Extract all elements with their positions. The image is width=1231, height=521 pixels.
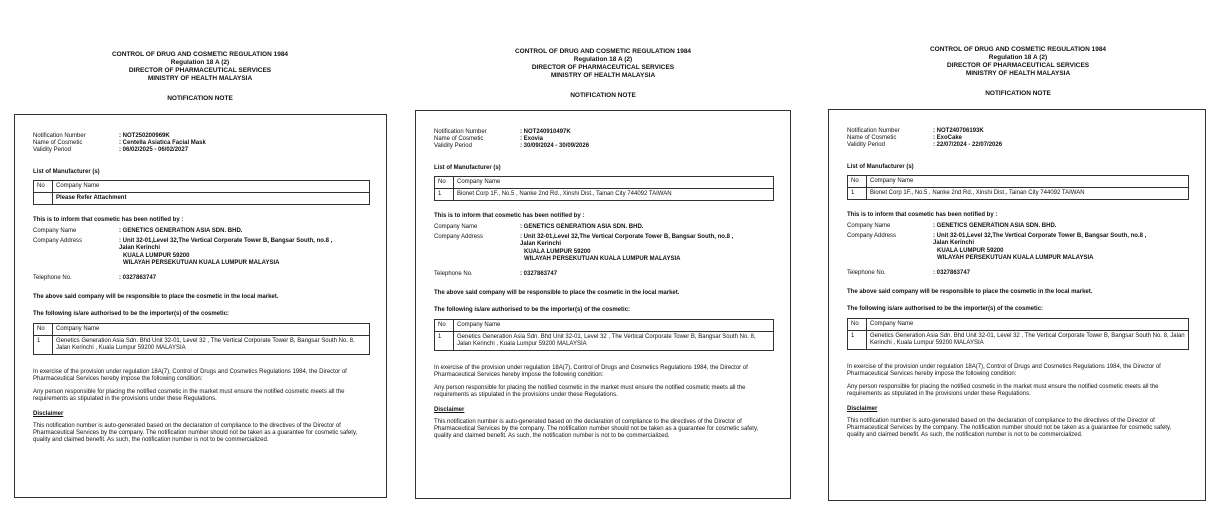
manufacturer-heading: List of Manufacturer (s) bbox=[33, 168, 100, 175]
label-name-of-cosmetic: Name of Cosmetic bbox=[847, 135, 897, 142]
col-company-header: Company Name bbox=[454, 176, 774, 188]
importer-no: 1 bbox=[34, 335, 53, 354]
inform-statement: This is to inform that cosmetic has been notified by : bbox=[847, 211, 998, 218]
label-company-address: Company Address bbox=[33, 238, 83, 245]
label-notification-number: Notification Number bbox=[434, 129, 487, 135]
address-line: : Unit 32-01,Level 32,The Vertical Corporate Tower B, Bangsar South, no.8 , bbox=[520, 234, 734, 241]
table-header-row bbox=[34, 180, 370, 192]
label-validity-period: Validity Period bbox=[33, 147, 71, 154]
header-line: Regulation 18 A (2) bbox=[170, 59, 230, 66]
label-name-of-cosmetic: Name of Cosmetic bbox=[434, 136, 484, 143]
col-company-header: Company Name bbox=[867, 318, 1189, 330]
address-line: WILAYAH PERSEKUTUAN KUALA LUMPUR MALAYSIA bbox=[937, 254, 1094, 261]
header-line: DIRECTOR OF PHARMACEUTICAL SERVICES bbox=[128, 67, 272, 74]
table-header-row bbox=[435, 176, 774, 188]
importer-table bbox=[33, 323, 370, 355]
notification-title: NOTIFICATION NOTE bbox=[985, 90, 1051, 97]
table-row bbox=[435, 188, 774, 200]
importer-table bbox=[847, 318, 1189, 350]
document-header bbox=[403, 48, 803, 80]
manufacturer-table bbox=[434, 176, 774, 201]
address-line: KUALA LUMPUR 59200 bbox=[937, 247, 1004, 254]
disclaimer-text: This notification number is auto-generated based on the declaration of compliance to the directives of the Director of Pharmaceutical Services by the company. The notification number should not be taken as a guarantee for cosmetic safety, quality and claimed benefit. As such, the notification number is not to be commercialized. bbox=[434, 418, 759, 440]
address-line: WILAYAH PERSEKUTUAN KUALA LUMPUR MALAYSIA bbox=[524, 255, 681, 262]
label-telephone: Telephone No. bbox=[434, 271, 473, 278]
notification-box-2 bbox=[415, 110, 791, 499]
notification-document-2 bbox=[403, 48, 803, 99]
col-no-header: No bbox=[34, 323, 53, 335]
document-header bbox=[818, 46, 1218, 78]
notification-number: : NOT250200969K bbox=[119, 133, 170, 139]
label-telephone: Telephone No. bbox=[847, 270, 886, 277]
header-line: DIRECTOR OF PHARMACEUTICAL SERVICES bbox=[946, 62, 1090, 69]
condition-paragraph: Any person responsible for placing the notified cosmetic in the market must ensure the notified cosmetic meets all the requirements as stipulated in the provisions under these Regulations. bbox=[847, 384, 1159, 398]
document-header bbox=[0, 51, 400, 83]
col-company-header: Company Name bbox=[53, 323, 370, 335]
validity-period: : 22/07/2024 - 22/07/2026 bbox=[933, 142, 1003, 149]
col-company-header: Company Name bbox=[53, 180, 370, 192]
header-line: CONTROL OF DRUG AND COSMETIC REGULATION 1984 bbox=[111, 51, 289, 58]
manufacturer-no: 1 bbox=[435, 188, 454, 200]
notification-document-3 bbox=[818, 46, 1218, 97]
table-header-row bbox=[848, 318, 1189, 330]
label-name-of-cosmetic: Name of Cosmetic bbox=[33, 140, 83, 147]
address-line: Jalan Kerinchi bbox=[520, 241, 562, 248]
address-line: KUALA LUMPUR 59200 bbox=[524, 248, 591, 255]
table-row bbox=[848, 330, 1189, 349]
address-line: : Unit 32-01,Level 32,The Vertical Corporate Tower B, Bangsar South, no.8 , bbox=[933, 233, 1147, 240]
header-line: Regulation 18 A (2) bbox=[573, 56, 633, 63]
label-company-address: Company Address bbox=[434, 234, 484, 241]
label-validity-period: Validity Period bbox=[434, 143, 472, 150]
header-line: MINISTRY OF HEALTH MALAYSIA bbox=[965, 70, 1071, 77]
company-address bbox=[520, 234, 733, 263]
label-company-address: Company Address bbox=[847, 233, 897, 240]
address-line: WILAYAH PERSEKUTUAN KUALA LUMPUR MALAYSIA bbox=[123, 259, 280, 266]
table-row bbox=[435, 331, 774, 350]
header-line: MINISTRY OF HEALTH MALAYSIA bbox=[550, 72, 656, 79]
cosmetic-name: : Exovia bbox=[520, 136, 544, 143]
manufacturer-name: Bionet Corp 1F., No.5 , Nanke 2nd Rd., Xinshi Dist., Tainan City 744092 TAIWAN bbox=[454, 188, 774, 200]
header-line: DIRECTOR OF PHARMACEUTICAL SERVICES bbox=[531, 64, 675, 71]
table-row bbox=[34, 335, 370, 354]
company-address bbox=[119, 238, 332, 267]
importer-table bbox=[434, 319, 774, 351]
responsible-statement: The above said company will be responsible to place the cosmetic in the local market. bbox=[434, 290, 680, 297]
exercise-paragraph: In exercise of the provision under regulation 18A(7), Control of Drugs and Cosmetics Regulations 1984, the Director of Pharmaceutical Services hereby impose the following condition: bbox=[33, 368, 347, 382]
notification-number: : NOT240706193K bbox=[933, 128, 984, 134]
header-line: CONTROL OF DRUG AND COSMETIC REGULATION 1984 bbox=[514, 48, 692, 55]
inform-statement: This is to inform that cosmetic has been notified by : bbox=[434, 212, 585, 219]
table-header-row bbox=[435, 319, 774, 331]
cosmetic-name: : ExoCake bbox=[933, 135, 963, 142]
label-company-name: Company Name bbox=[847, 223, 891, 230]
manufacturer-table bbox=[33, 180, 370, 205]
notification-title: NOTIFICATION NOTE bbox=[570, 92, 636, 99]
manufacturer-table bbox=[847, 175, 1189, 200]
col-no-header: No bbox=[435, 319, 454, 331]
importer-no: 1 bbox=[435, 331, 454, 350]
validity-period: : 06/02/2025 - 06/02/2027 bbox=[119, 147, 189, 154]
col-company-header: Company Name bbox=[454, 319, 774, 331]
label-telephone: Telephone No. bbox=[33, 275, 72, 282]
disclaimer-title: Disclaimer bbox=[33, 411, 64, 418]
notification-title: NOTIFICATION NOTE bbox=[167, 95, 233, 102]
company-name: : GENETICS GENERATION ASIA SDN. BHD. bbox=[520, 224, 644, 231]
company-address bbox=[933, 233, 1146, 262]
label-company-name: Company Name bbox=[434, 224, 478, 231]
condition-paragraph: Any person responsible for placing the notified cosmetic in the market must ensure the notified cosmetic meets all the requirements as stipulated in the provisions under these Regulations. bbox=[33, 389, 345, 403]
importer-name: Genetics Generation Asia Sdn. Bhd Unit 32-01, Level 32 , The Vertical Corporate Tower B, Bangsar South No. 8, Jalan Kerinchi , Kuala Lumpur 59200 MALAYSIA bbox=[454, 331, 774, 350]
col-no-header: No bbox=[848, 318, 867, 330]
manufacturer-name: Bionet Corp 1F., No.5 , Nanke 2nd Rd., Xinshi Dist., Tainan City 744092 TAIWAN bbox=[867, 187, 1189, 199]
importer-heading: The following is/are authorised to be the importer(s) of the cosmetic: bbox=[847, 306, 1044, 313]
table-header-row bbox=[34, 323, 370, 335]
address-line: Jalan Kerinchi bbox=[119, 245, 161, 252]
address-line: Jalan Kerinchi bbox=[933, 240, 975, 247]
table-row bbox=[848, 187, 1189, 199]
address-line: : Unit 32-01,Level 32,The Vertical Corporate Tower B, Bangsar South, no.8 , bbox=[119, 238, 333, 245]
label-validity-period: Validity Period bbox=[847, 142, 885, 149]
manufacturer-heading: List of Manufacturer (s) bbox=[434, 164, 501, 171]
exercise-paragraph: In exercise of the provision under regulation 18A(7), Control of Drugs and Cosmetics Regulations 1984, the Director of Pharmaceutical Services hereby impose the following condition: bbox=[434, 364, 748, 378]
label-company-name: Company Name bbox=[33, 228, 77, 235]
telephone: : 0327863747 bbox=[933, 270, 971, 277]
col-no-header: No bbox=[848, 175, 867, 187]
validity-period: : 30/09/2024 - 30/09/2026 bbox=[520, 143, 590, 150]
manufacturer-name: Please Refer Attachment bbox=[53, 192, 370, 204]
disclaimer-text: This notification number is auto-generated based on the declaration of compliance to the directives of the Director of Pharmaceutical Services by the company. The notification number should not be taken as a guarantee for cosmetic safety, quality and claimed benefit. As such, the notification number is not to be commercialized. bbox=[847, 417, 1172, 439]
disclaimer-title: Disclaimer bbox=[847, 406, 878, 413]
header-line: CONTROL OF DRUG AND COSMETIC REGULATION 1984 bbox=[929, 46, 1107, 53]
notification-document-1 bbox=[0, 51, 400, 102]
label-notification-number: Notification Number bbox=[33, 133, 86, 139]
importer-no: 1 bbox=[848, 330, 867, 349]
disclaimer-text: This notification number is auto-generated based on the declaration of compliance to the directives of the Director of Pharmaceutical Services by the company. The notification number should not be taken as a guarantee for cosmetic safety, quality and claimed benefit. As such, the notification number is not to be commercialized. bbox=[33, 422, 358, 444]
condition-paragraph: Any person responsible for placing the notified cosmetic in the market must ensure the notified cosmetic meets all the requirements as stipulated in the provisions under these Regulations. bbox=[434, 385, 746, 399]
col-no-header: No bbox=[435, 176, 454, 188]
header-line: MINISTRY OF HEALTH MALAYSIA bbox=[147, 75, 253, 82]
responsible-statement: The above said company will be responsible to place the cosmetic in the local market. bbox=[847, 289, 1093, 296]
responsible-statement: The above said company will be responsible to place the cosmetic in the local market. bbox=[33, 294, 279, 301]
manufacturer-heading: List of Manufacturer (s) bbox=[847, 163, 914, 170]
notification-box-1 bbox=[14, 114, 387, 498]
notification-box-3 bbox=[828, 109, 1206, 501]
label-notification-number: Notification Number bbox=[847, 128, 900, 134]
telephone: : 0327863747 bbox=[520, 271, 558, 278]
exercise-paragraph: In exercise of the provision under regulation 18A(7), Control of Drugs and Cosmetics Regulations 1984, the Director of Pharmaceutical Services hereby impose the following condition: bbox=[847, 363, 1161, 377]
company-name: : GENETICS GENERATION ASIA SDN. BHD. bbox=[933, 223, 1057, 230]
company-name: : GENETICS GENERATION ASIA SDN. BHD. bbox=[119, 228, 243, 235]
table-header-row bbox=[848, 175, 1189, 187]
cosmetic-name: : Centella Asiatica Facial Mask bbox=[119, 140, 206, 147]
col-company-header: Company Name bbox=[867, 175, 1189, 187]
telephone: : 0327863747 bbox=[119, 275, 157, 282]
header-line: Regulation 18 A (2) bbox=[988, 54, 1048, 61]
inform-statement: This is to inform that cosmetic has been notified by : bbox=[33, 216, 184, 223]
address-line: KUALA LUMPUR 59200 bbox=[123, 252, 190, 259]
manufacturer-no: 1 bbox=[848, 187, 867, 199]
manufacturer-no bbox=[34, 192, 53, 204]
importer-heading: The following is/are authorised to be the importer(s) of the cosmetic: bbox=[434, 307, 631, 314]
col-no-header: No bbox=[34, 180, 53, 192]
importer-name: Genetics Generation Asia Sdn. Bhd Unit 32-01, Level 32 , The Vertical Corporate Tower B, Bangsar South No. 8, Jalan Kerinchi , Kuala Lumpur 59200 MALAYSIA bbox=[53, 335, 370, 354]
disclaimer-title: Disclaimer bbox=[434, 407, 465, 414]
importer-heading: The following is/are authorised to be the importer(s) of the cosmetic: bbox=[33, 311, 230, 318]
importer-name: Genetics Generation Asia Sdn. Bhd Unit 32-01, Level 32 , The Vertical Corporate Tower B, Bangsar South No. 8, Jalan Kerinchi , Kuala Lumpur 59200 MALAYSIA bbox=[867, 330, 1189, 349]
table-row bbox=[34, 192, 370, 204]
notification-number: : NOT240910497K bbox=[520, 129, 571, 135]
